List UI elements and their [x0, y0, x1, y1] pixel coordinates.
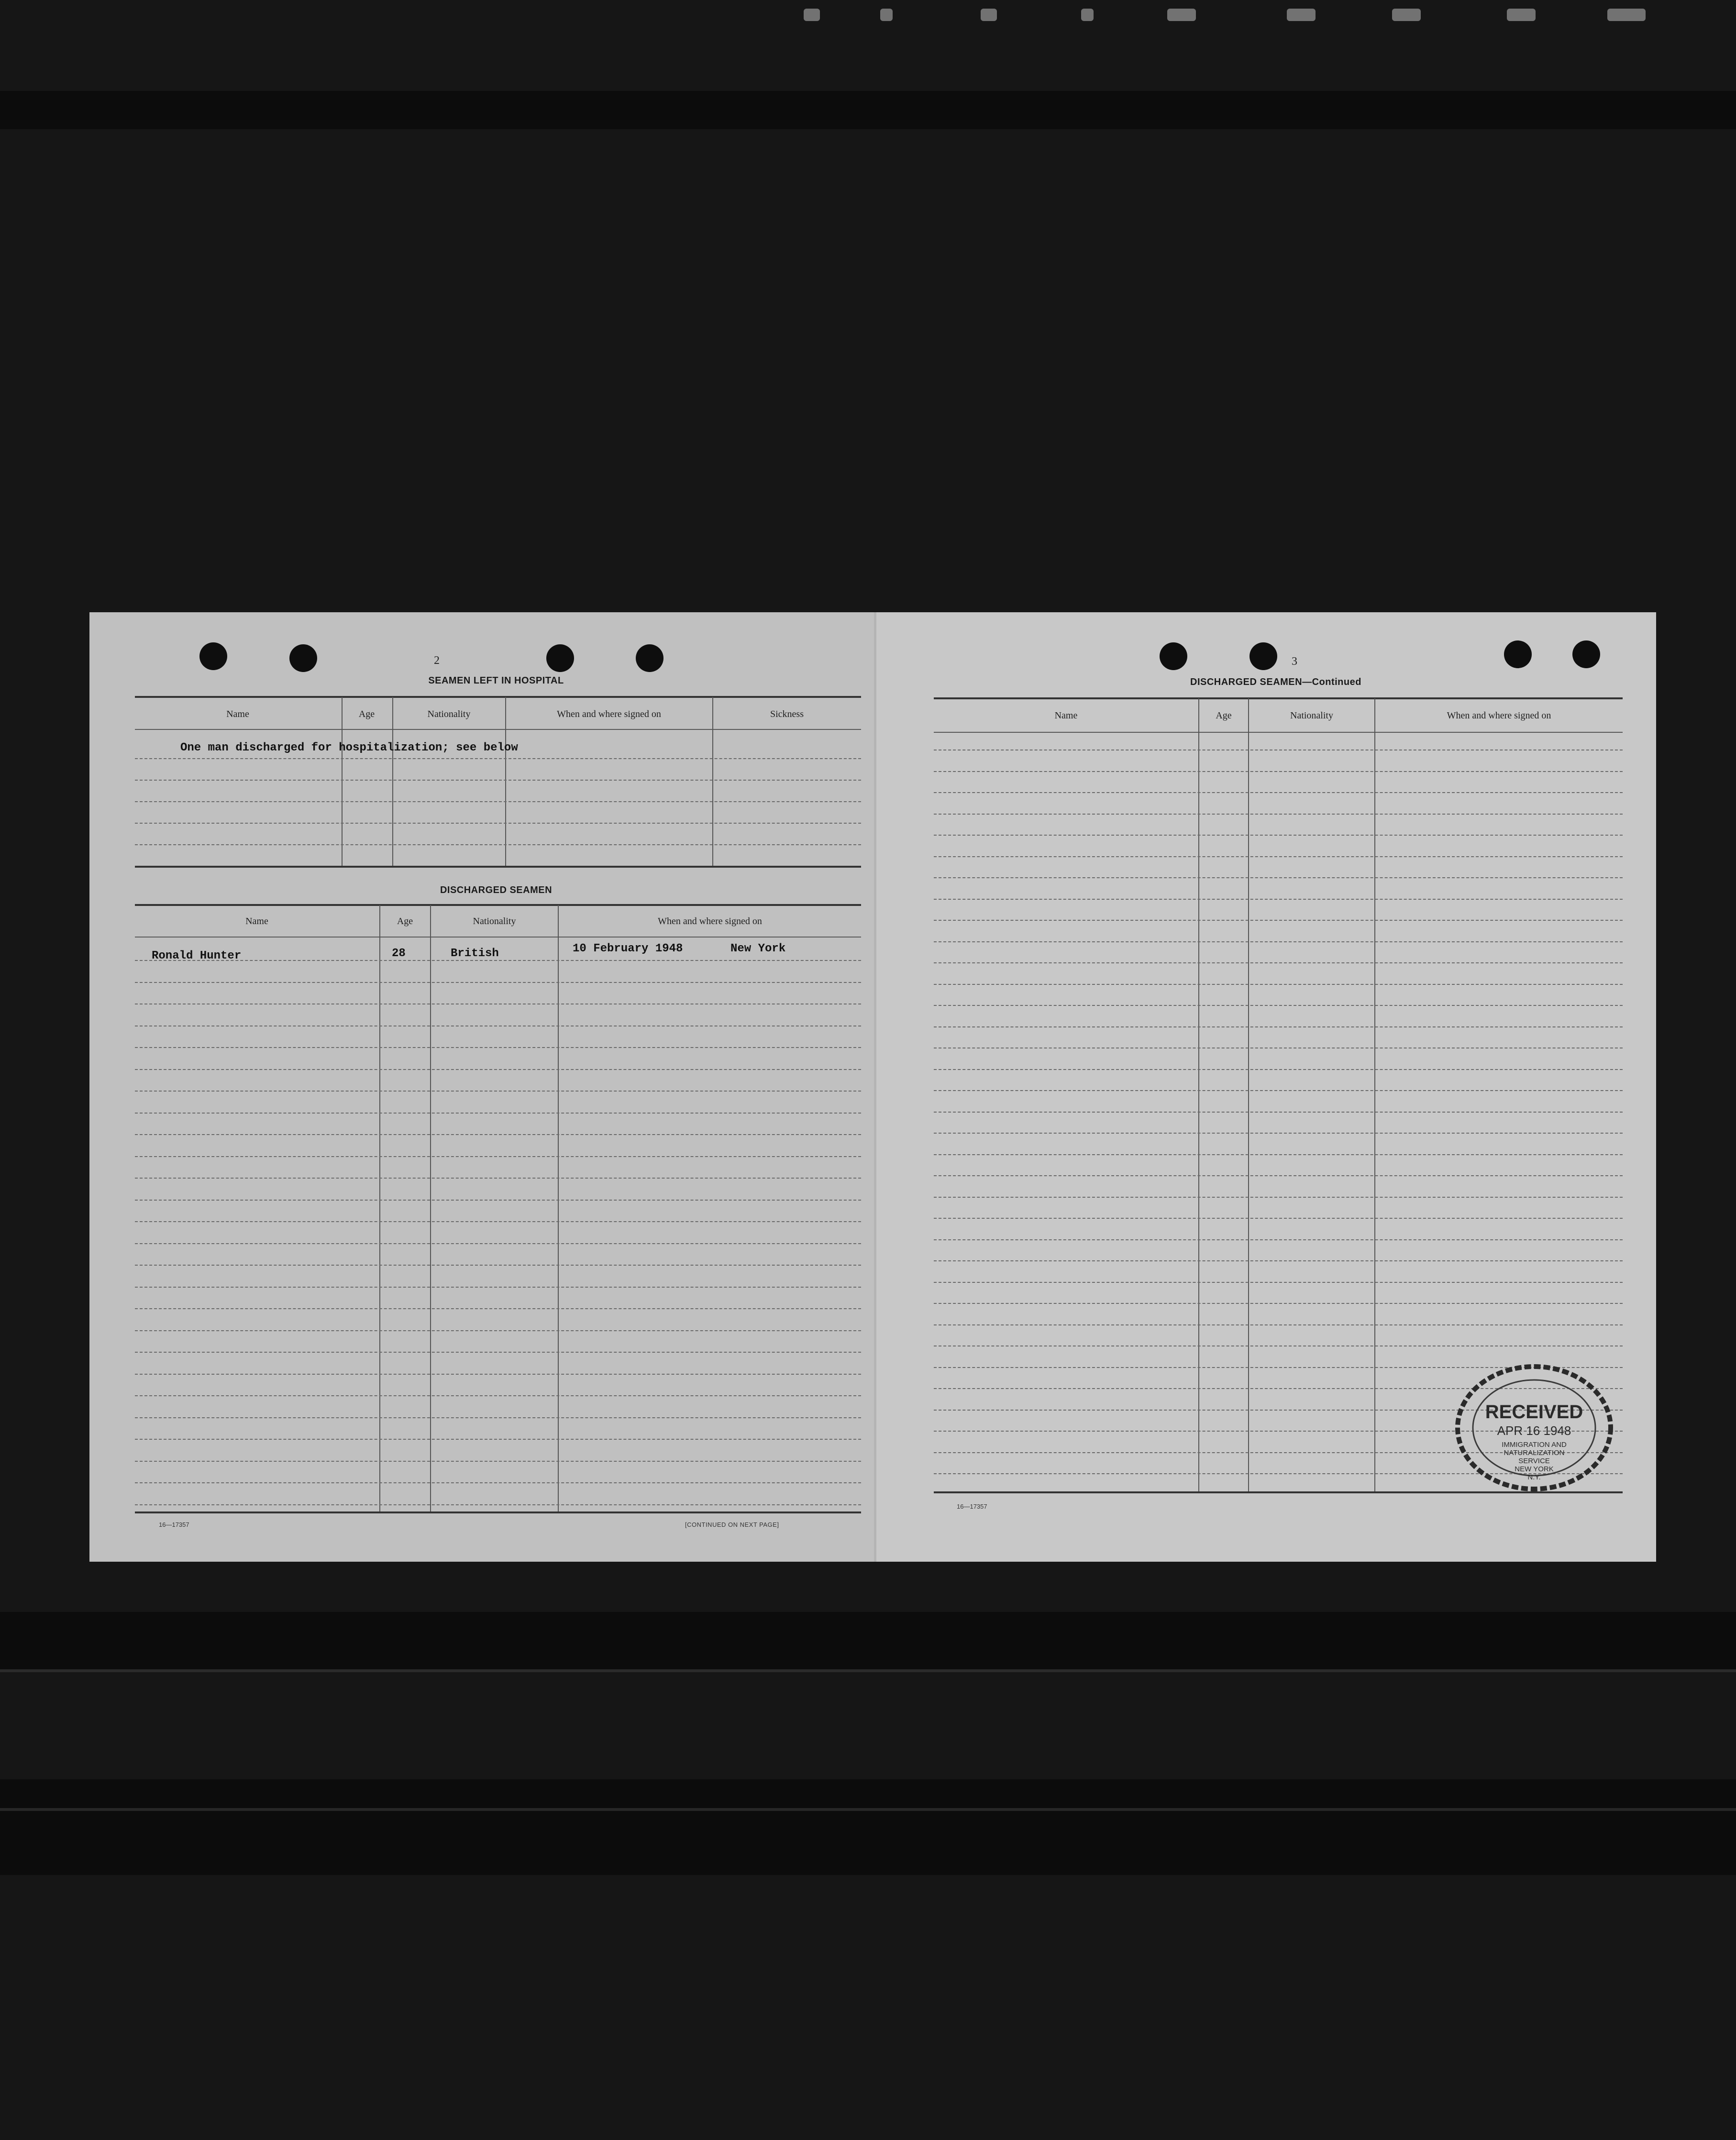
- page-number: 2: [434, 654, 440, 667]
- film-mark: [1167, 9, 1196, 21]
- seaman-name: Ronald Hunter: [152, 949, 242, 962]
- table-row-line: [934, 1197, 1623, 1198]
- punch-hole: [289, 644, 317, 672]
- column-header-nationality: Nationality: [427, 709, 471, 719]
- table-row-line: [934, 1112, 1623, 1113]
- table-row-line: [135, 823, 861, 824]
- table-row-line: [135, 1374, 861, 1375]
- film-band-lower: [0, 1612, 1736, 1669]
- film-band-bottom: [0, 1779, 1736, 1875]
- table-row-line: [934, 1303, 1623, 1304]
- column-divider: [1198, 698, 1199, 1492]
- table-row-line: [135, 1417, 861, 1418]
- table-row-line: [135, 780, 861, 781]
- table-row-line: [135, 1461, 861, 1462]
- punch-hole: [1160, 642, 1187, 670]
- table-row-line: [934, 1175, 1623, 1176]
- table-row-line: [934, 941, 1623, 942]
- table-row-line: [135, 1113, 861, 1114]
- received-stamp: [1452, 1361, 1617, 1495]
- continued-note: [CONTINUED ON NEXT PAGE]: [685, 1521, 779, 1528]
- seaman-signed-on-place: New York: [730, 942, 786, 955]
- table-row-line: [135, 1134, 861, 1135]
- film-edge-line: [0, 1808, 1736, 1811]
- column-divider: [430, 905, 431, 1512]
- table-row-line: [934, 984, 1623, 985]
- film-mark: [1507, 9, 1536, 21]
- punch-hole: [199, 642, 227, 670]
- punch-hole: [1504, 640, 1532, 668]
- table-row-line: [934, 1282, 1623, 1283]
- table-row-line: [135, 1178, 861, 1179]
- table-row-line: [934, 1005, 1623, 1006]
- table-row-line: [135, 1156, 861, 1157]
- stamp-line: NATURALIZATION: [1504, 1449, 1565, 1457]
- hospital-section-title: SEAMEN LEFT IN HOSPITAL: [428, 675, 564, 686]
- table-row-line: [135, 1221, 861, 1222]
- table-row-line: [135, 1091, 861, 1092]
- column-divider: [712, 697, 713, 867]
- punch-hole: [636, 644, 663, 672]
- table-top-rule: [135, 904, 861, 906]
- punch-hole: [546, 644, 574, 672]
- table-row-line: [135, 1439, 861, 1440]
- table-row-line: [934, 1069, 1623, 1070]
- table-row-line: [135, 758, 861, 759]
- table-top-rule: [934, 697, 1623, 699]
- document-spread: [89, 612, 1656, 1562]
- table-row-line: [135, 1243, 861, 1244]
- table-row-line: [934, 1324, 1623, 1325]
- table-bottom-rule: [135, 1511, 861, 1513]
- table-row-line: [135, 960, 861, 961]
- table-row-line: [934, 962, 1623, 963]
- table-row-line: [934, 1026, 1623, 1027]
- column-divider: [342, 697, 343, 867]
- column-header-signed-on: When and where signed on: [1447, 710, 1551, 721]
- column-divider: [1248, 698, 1249, 1492]
- header-rule: [135, 937, 861, 938]
- column-header-age: Age: [397, 916, 413, 927]
- table-row-line: [135, 844, 861, 845]
- form-code: 16—17357: [957, 1503, 987, 1510]
- discharged-section-title: DISCHARGED SEAMEN: [440, 885, 553, 895]
- column-header-signed-on: When and where signed on: [557, 709, 661, 719]
- column-header-signed-on: When and where signed on: [658, 916, 762, 927]
- table-row-line: [135, 1069, 861, 1070]
- column-header-name: Name: [245, 916, 268, 927]
- table-row-line: [934, 1133, 1623, 1134]
- punch-hole: [1249, 642, 1277, 670]
- stamp-date: APR 16 1948: [1497, 1423, 1571, 1438]
- column-divider: [505, 697, 506, 867]
- table-bottom-rule: [135, 866, 861, 868]
- header-rule: [135, 729, 861, 730]
- table-row-line: [934, 1154, 1623, 1155]
- film-mark: [981, 9, 997, 21]
- column-divider: [379, 905, 380, 1512]
- seaman-signed-on-date: 10 February 1948: [573, 942, 683, 955]
- table-row-line: [934, 877, 1623, 878]
- form-code: 16—17357: [159, 1521, 189, 1528]
- column-header-age: Age: [1216, 710, 1232, 721]
- right-section-title: DISCHARGED SEAMEN—Continued: [1190, 677, 1361, 687]
- stamp-line: N.Y.: [1527, 1473, 1541, 1481]
- table-top-rule: [135, 696, 861, 698]
- table-row-line: [934, 792, 1623, 793]
- page-number: 3: [1292, 655, 1297, 668]
- table-row-line: [934, 1090, 1623, 1091]
- header-rule: [934, 732, 1623, 733]
- column-header-age: Age: [358, 709, 375, 719]
- seaman-age: 28: [392, 947, 406, 960]
- table-row-line: [135, 982, 861, 983]
- stamp-line: SERVICE: [1518, 1457, 1550, 1465]
- film-mark: [1287, 9, 1316, 21]
- table-row-line: [934, 771, 1623, 772]
- table-row-line: [934, 835, 1623, 836]
- table-row-line: [934, 1260, 1623, 1261]
- film-mark: [1607, 9, 1646, 21]
- table-row-line: [135, 1200, 861, 1201]
- table-row-line: [135, 1308, 861, 1309]
- table-row-line: [135, 1504, 861, 1505]
- table-row-line: [135, 801, 861, 802]
- stamp-word: RECEIVED: [1485, 1401, 1583, 1423]
- stamp-line: IMMIGRATION AND: [1502, 1441, 1567, 1449]
- column-header-nationality: Nationality: [1290, 710, 1333, 721]
- column-divider: [392, 697, 393, 867]
- film-mark: [1392, 9, 1421, 21]
- table-row-line: [135, 1352, 861, 1353]
- hospital-typed-note: One man discharged for hospitalization; see below: [180, 741, 518, 754]
- column-header-nationality: Nationality: [473, 916, 516, 927]
- table-row-line: [135, 1265, 861, 1266]
- seaman-nationality: British: [451, 947, 499, 960]
- column-divider: [1374, 698, 1375, 1492]
- film-mark: [804, 9, 820, 21]
- column-header-name: Name: [1054, 710, 1078, 721]
- table-row-line: [135, 1047, 861, 1048]
- film-mark: [1081, 9, 1094, 21]
- punch-hole: [1572, 640, 1600, 668]
- table-row-line: [934, 856, 1623, 857]
- table-row-line: [135, 1287, 861, 1288]
- table-row-line: [934, 814, 1623, 815]
- table-row-line: [135, 1330, 861, 1331]
- table-row-line: [934, 1218, 1623, 1219]
- column-divider: [558, 905, 559, 1512]
- stamp-line: NEW YORK: [1515, 1465, 1554, 1473]
- column-header-name: Name: [226, 709, 249, 719]
- table-row-line: [934, 920, 1623, 921]
- column-header-sickness: Sickness: [770, 709, 804, 719]
- table-row-line: [135, 1395, 861, 1396]
- table-row-line: [934, 1239, 1623, 1240]
- table-row-line: [135, 1482, 861, 1483]
- film-mark: [880, 9, 893, 21]
- table-row-line: [934, 899, 1623, 900]
- film-sprocket-marks: [804, 9, 1693, 28]
- film-edge-line: [0, 1669, 1736, 1672]
- film-band-top: [0, 91, 1736, 129]
- left-page: [89, 612, 876, 1562]
